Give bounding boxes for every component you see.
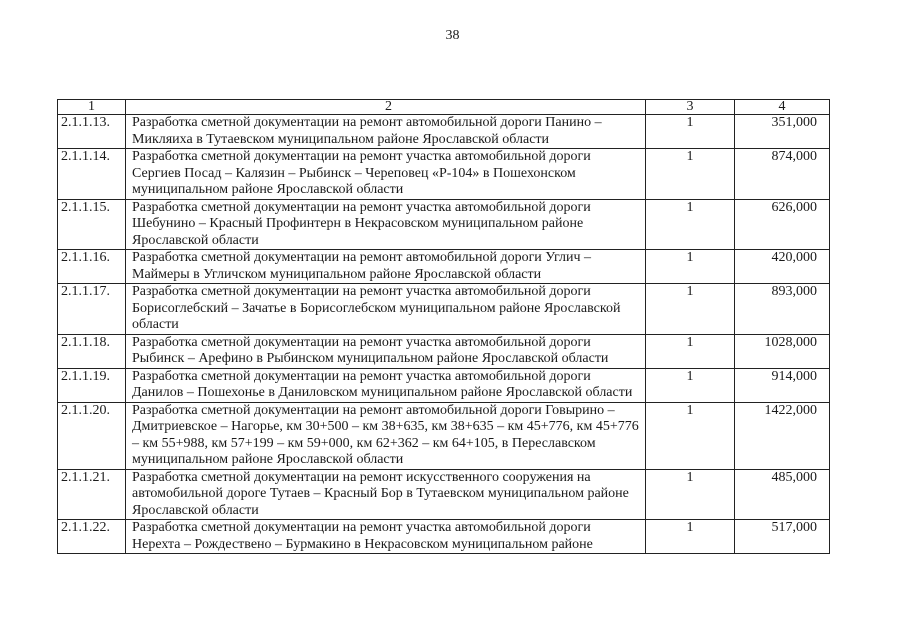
item-code: 2.1.1.20.: [58, 402, 126, 469]
header-col-3: 3: [646, 100, 735, 115]
item-quantity: 1: [646, 115, 735, 149]
item-amount: 1028,000: [735, 334, 830, 368]
item-code: 2.1.1.22.: [58, 520, 126, 554]
item-code: 2.1.1.19.: [58, 368, 126, 402]
table-row: [58, 520, 830, 554]
header-col-1: 1: [58, 100, 126, 115]
item-amount: 914,000: [735, 368, 830, 402]
item-quantity: 1: [646, 469, 735, 520]
item-quantity: 1: [646, 149, 735, 200]
item-amount: 626,000: [735, 199, 830, 250]
item-description: Разработка сметной документации на ремонт автомобильной дороги Панино – Микляиха в Тутаевском муниципальном районе Ярославской области: [126, 115, 646, 149]
item-quantity: 1: [646, 368, 735, 402]
item-code: 2.1.1.21.: [58, 469, 126, 520]
item-amount: 517,000: [735, 520, 830, 554]
item-quantity: 1: [646, 402, 735, 469]
item-amount: 1422,000: [735, 402, 830, 469]
item-description: Разработка сметной документации на ремонт автомобильной дороги Углич – Маймеры в Угличском муниципальном районе Ярославской области: [126, 250, 646, 284]
item-description: Разработка сметной документации на ремонт участка автомобильной дороги Борисоглебский – Зачатье в Борисоглебском муниципальном районе Ярославской области: [126, 284, 646, 335]
table-row: [58, 469, 830, 520]
table-row: [58, 199, 830, 250]
item-description: Разработка сметной документации на ремонт участка автомобильной дороги Данилов – Пошехонье в Даниловском муниципальном районе Ярославской области: [126, 368, 646, 402]
table-row: [58, 284, 830, 335]
header-col-2: 2: [126, 100, 646, 115]
item-code: 2.1.1.14.: [58, 149, 126, 200]
item-description: Разработка сметной документации на ремонт автомобильной дороги Говырино – Дмитриевское – Нагорье, км 30+500 – км 38+635, км 38+635 – км 45+776, км 45+776 – км 55+988, км 57+199 – км 59+000, км 62+362 – км 64+105, в Переславском муниципальном районе Ярославской области: [126, 402, 646, 469]
table-row: [58, 402, 830, 469]
header-col-4: 4: [735, 100, 830, 115]
item-amount: 485,000: [735, 469, 830, 520]
item-quantity: 1: [646, 284, 735, 335]
item-quantity: 1: [646, 250, 735, 284]
table-row: [58, 115, 830, 149]
item-description: Разработка сметной документации на ремонт искусственного сооружения на автомобильной дороге Тутаев – Красный Бор в Тутаевском муниципальном районе Ярославской области: [126, 469, 646, 520]
item-description: Разработка сметной документации на ремонт участка автомобильной дороги Нерехта – Рождествено – Бурмакино в Некрасовском муниципальном районе: [126, 520, 646, 554]
item-code: 2.1.1.15.: [58, 199, 126, 250]
item-amount: 874,000: [735, 149, 830, 200]
table-row: [58, 334, 830, 368]
item-description: Разработка сметной документации на ремонт участка автомобильной дороги Шебунино – Красный Профинтерн в Некрасовском муниципальном районе Ярославской области: [126, 199, 646, 250]
item-amount: 420,000: [735, 250, 830, 284]
table-header-row: [58, 100, 830, 115]
item-quantity: 1: [646, 520, 735, 554]
item-description: Разработка сметной документации на ремонт участка автомобильной дороги Рыбинск – Арефино в Рыбинском муниципальном районе Ярославской области: [126, 334, 646, 368]
item-code: 2.1.1.17.: [58, 284, 126, 335]
item-amount: 893,000: [735, 284, 830, 335]
budget-table: [57, 99, 830, 554]
table-row: [58, 368, 830, 402]
item-code: 2.1.1.18.: [58, 334, 126, 368]
page-number: 38: [445, 28, 460, 43]
item-quantity: 1: [646, 334, 735, 368]
item-quantity: 1: [646, 199, 735, 250]
item-amount: 351,000: [735, 115, 830, 149]
item-description: Разработка сметной документации на ремонт участка автомобильной дороги Сергиев Посад – Калязин – Рыбинск – Череповец «Р-104» в Пошехонском муниципальном районе Ярославской области: [126, 149, 646, 200]
table-row: [58, 250, 830, 284]
item-code: 2.1.1.16.: [58, 250, 126, 284]
table-row: [58, 149, 830, 200]
item-code: 2.1.1.13.: [58, 115, 126, 149]
